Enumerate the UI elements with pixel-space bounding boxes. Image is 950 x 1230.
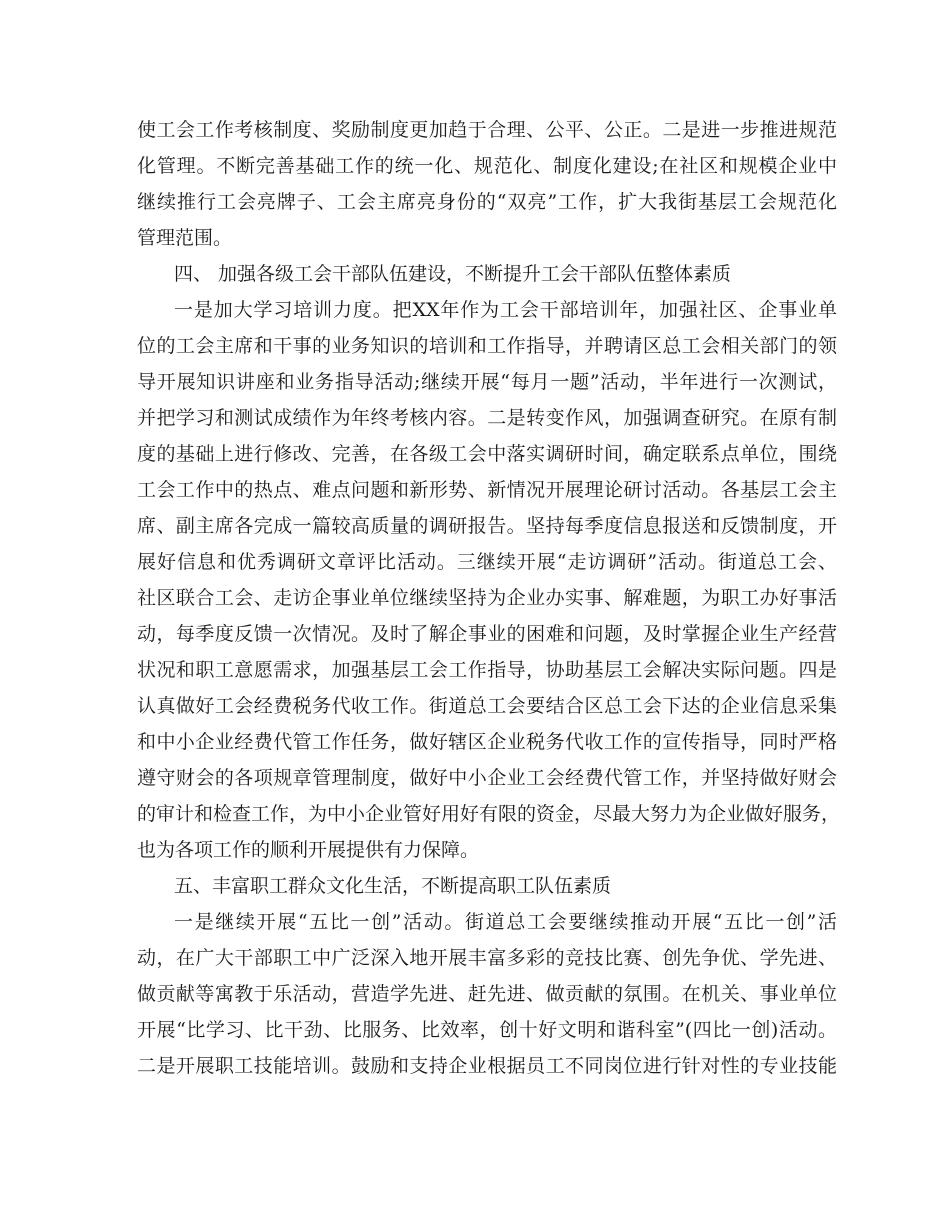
paragraph-line: 做贡献等寓教于乐活动，营造学先进、赶先进、做贡献的氛围。在机关、事业单位: [137, 983, 837, 1005]
paragraph-line: 认真做好工会经费税务代收工作。街道总工会要结合区总工会下达的企业信息采集: [137, 695, 837, 717]
paragraph-line: 位的工会主席和干事的业务知识的培训和工作指导，并聘请区总工会相关部门的领: [137, 335, 837, 357]
paragraph-line: 动，在广大干部职工中广泛深入地开展丰富多彩的竞技比赛、创先争优、学先进、: [137, 947, 837, 969]
paragraph-line: 遵守财会的各项规章管理制度，做好中小企业工会经费代管工作，并坚持做好财会: [137, 767, 837, 789]
paragraph-line: 一是继续开展“五比一创”活动。街道总工会要继续推动开展“五比一创”活: [174, 911, 837, 933]
paragraph-line: 展好信息和优秀调研文章评比活动。三继续开展“走访调研”活动。街道总工会、: [137, 551, 837, 573]
paragraph-line: 的审计和检查工作，为中小企业管好用好有限的资金，尽最大努力为企业做好服务，: [137, 803, 841, 825]
paragraph-line: 继续推行工会亮牌子、工会主席亮身份的“双亮”工作，扩大我街基层工会规范化: [137, 191, 837, 213]
paragraph-line: 度的基础上进行修改、完善，在各级工会中落实调研时间，确定联系点单位，围绕: [137, 443, 837, 465]
paragraph-line: 状况和职工意愿需求，加强基层工会工作指导，协助基层工会解决实际问题。四是: [137, 659, 837, 681]
paragraph-line: 并把学习和测试成绩作为年终考核内容。二是转变作风，加强调查研究。在原有制: [137, 407, 837, 429]
paragraph-line: 使工会工作考核制度、奖励制度更加趋于合理、公平、公正。二是进一步推进规范: [137, 119, 837, 141]
paragraph-line: 导开展知识讲座和业务指导活动;继续开展“每月一题”活动，半年进行一次测试，: [137, 371, 837, 393]
paragraph-line: 一是加大学习培训力度。把XX年作为工会干部培训年，加强社区、企事业单: [174, 299, 837, 321]
document-body: [137, 112, 841, 1084]
section-heading-4: 四、 加强各级工会干部队伍建设，不断提升工会干部队伍整体素质: [174, 263, 732, 285]
paragraph-line: 动，每季度反馈一次情况。及时了解企事业的困难和问题，及时掌握企业生产经营: [137, 623, 837, 645]
paragraph-line: 席、副主席各完成一篇较高质量的调研报告。坚持每季度信息报送和反馈制度，开: [137, 515, 837, 537]
paragraph-line: 社区联合工会、走访企事业单位继续坚持为企业办实事、解难题，为职工办好事活: [137, 587, 837, 609]
paragraph-line: 开展“比学习、比干劲、比服务、比效率，创十好文明和谐科室”(四比一创)活动。: [137, 1019, 837, 1041]
paragraph-line: 和中小企业经费代管工作任务，做好辖区企业税务代收工作的宣传指导，同时严格: [137, 731, 837, 753]
paragraph-line: 化管理。不断完善基础工作的统一化、规范化、制度化建设;在社区和规模企业中: [137, 155, 837, 177]
paragraph-line: 管理范围。: [137, 227, 233, 249]
paragraph-line: 也为各项工作的顺利开展提供有力保障。: [137, 839, 480, 861]
section-heading-5: 五、丰富职工群众文化生活，不断提高职工队伍素质: [174, 875, 612, 897]
paragraph-line: 工会工作中的热点、难点问题和新形势、新情况开展理论研讨活动。各基层工会主: [137, 479, 837, 501]
paragraph-line: 二是开展职工技能培训。鼓励和支持企业根据员工不同岗位进行针对性的专业技能: [137, 1055, 837, 1077]
